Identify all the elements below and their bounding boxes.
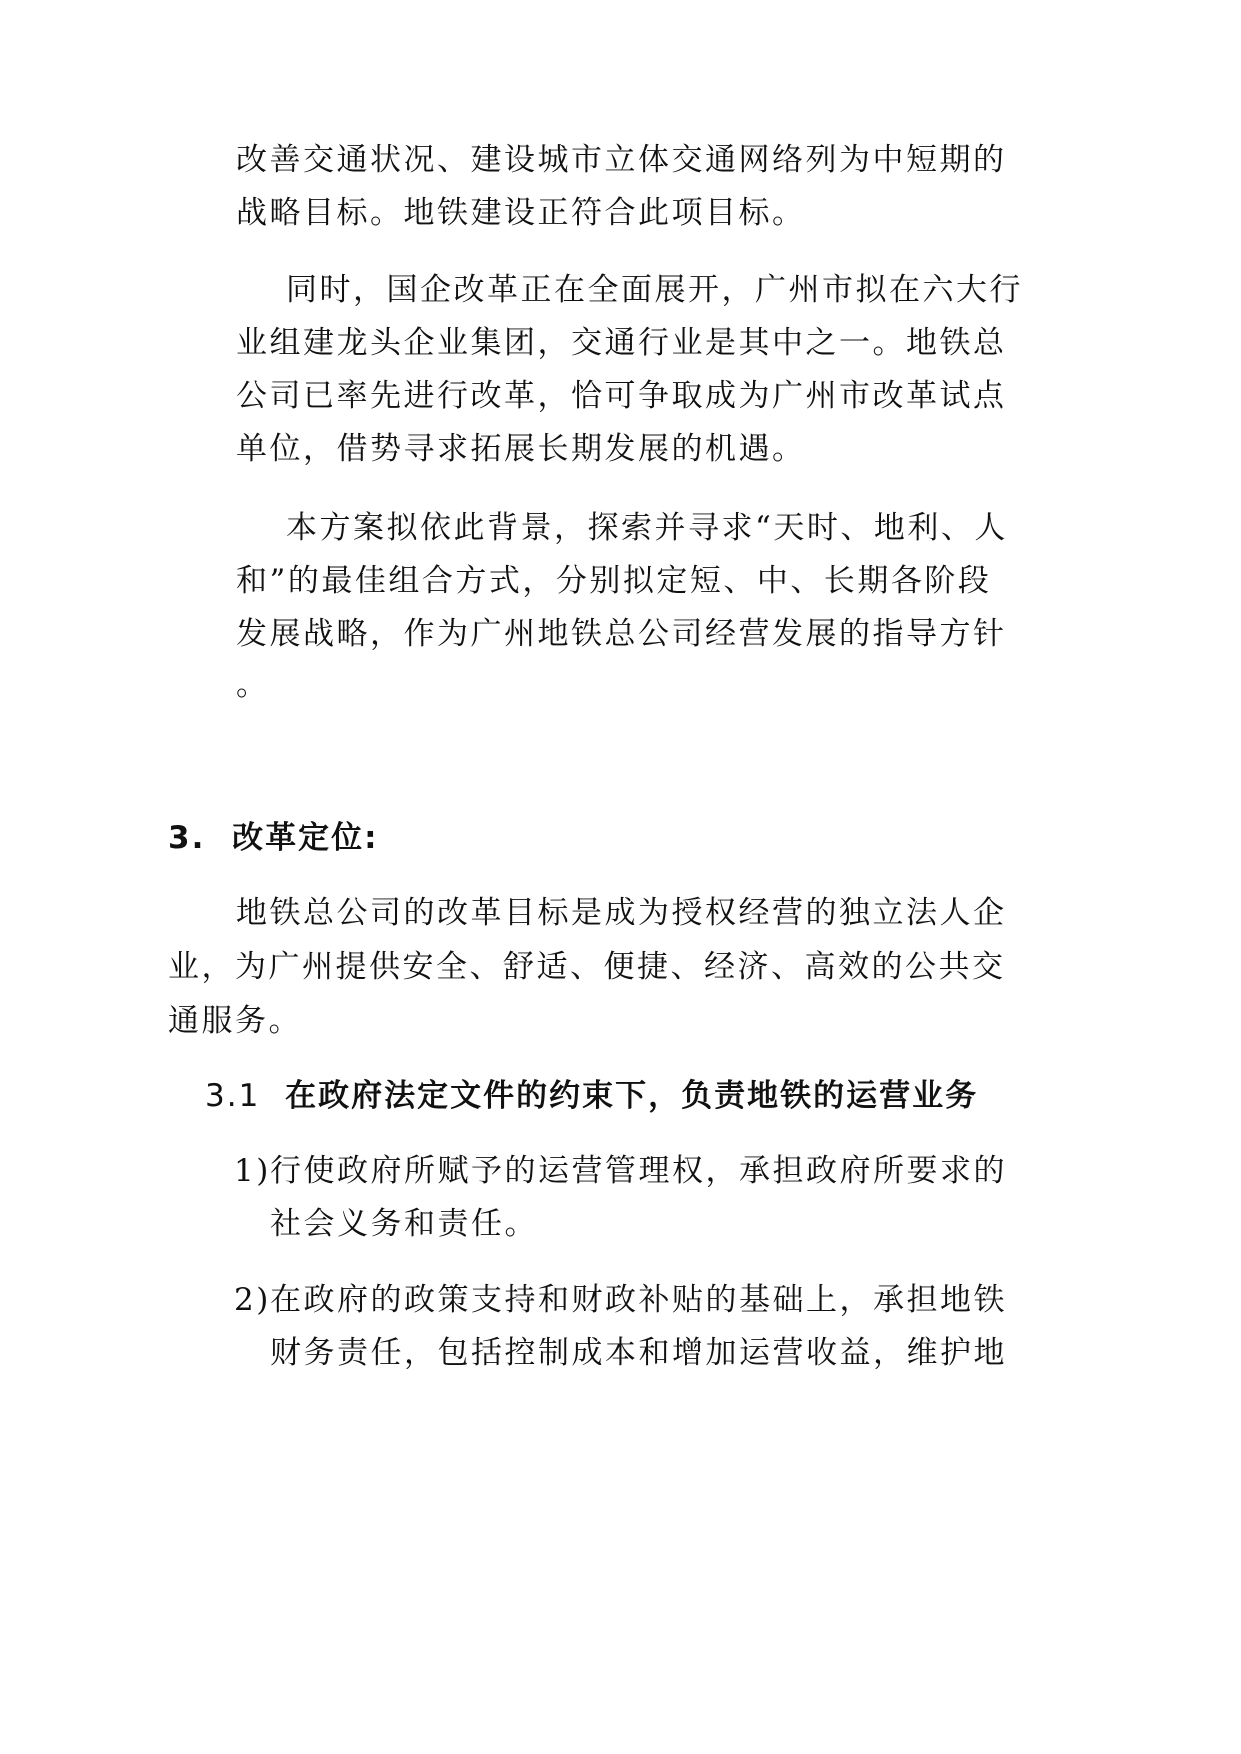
paragraph-2-line-3: 公司已率先进行改革，恰可争取成为广州市改革试点 [236, 378, 1007, 414]
section-3-1-number: 3.1 [205, 1078, 261, 1114]
paragraph-2-line-2: 业组建龙头企业集团，交通行业是其中之一。地铁总 [236, 325, 1007, 361]
section-3-1-heading [205, 1076, 978, 1116]
paragraph-3-line-4: 。 [236, 667, 270, 703]
paragraph-3-line-1: 本方案拟依此背景，探索并寻求“天时、地利、人 [286, 510, 1008, 546]
paragraph-3-line-2: 和”的最佳组合方式，分别拟定短、中、长期各阶段 [236, 563, 992, 599]
list-item-2-marker: 2) [234, 1282, 271, 1318]
section-3-number: 3. [168, 820, 206, 856]
list-item-1-line-2: 社会义务和责任。 [270, 1206, 538, 1242]
paragraph-1-line-1: 改善交通状况、建设城市立体交通网络列为中短期的 [236, 142, 1007, 178]
list-item-2-line-1: 在政府的政策支持和财政补贴的基础上，承担地铁 [270, 1282, 1007, 1318]
list-item-1-line-1: 行使政府所赋予的运营管理权，承担政府所要求的 [270, 1153, 1007, 1189]
paragraph-3-line-3: 发展战略，作为广州地铁总公司经营发展的指导方针 [236, 616, 1007, 652]
section-3-1-title: 在政府法定文件的约束下，负责地铁的运营业务 [285, 1078, 979, 1114]
section-3-heading [168, 818, 379, 858]
paragraph-1-line-2: 战略目标。地铁建设正符合此项目标。 [236, 195, 806, 231]
section-3-body-line-1: 地铁总公司的改革目标是成为授权经营的独立法人企 [236, 895, 1007, 931]
section-3-body-line-2: 业，为广州提供安全、舒适、便捷、经济、高效的公共交 [168, 949, 1006, 985]
list-item-2-line-2: 财务责任，包括控制成本和增加运营收益，维护地 [270, 1335, 1007, 1371]
section-3-title: 改革定位: [232, 820, 379, 856]
paragraph-2-line-1: 同时，国企改革正在全面展开，广州市拟在六大行 [286, 272, 1023, 308]
section-3-body-line-3: 通服务。 [168, 1003, 302, 1039]
list-item-1-marker: 1) [234, 1153, 271, 1189]
paragraph-2-line-4: 单位，借势寻求拓展长期发展的机遇。 [236, 431, 806, 467]
